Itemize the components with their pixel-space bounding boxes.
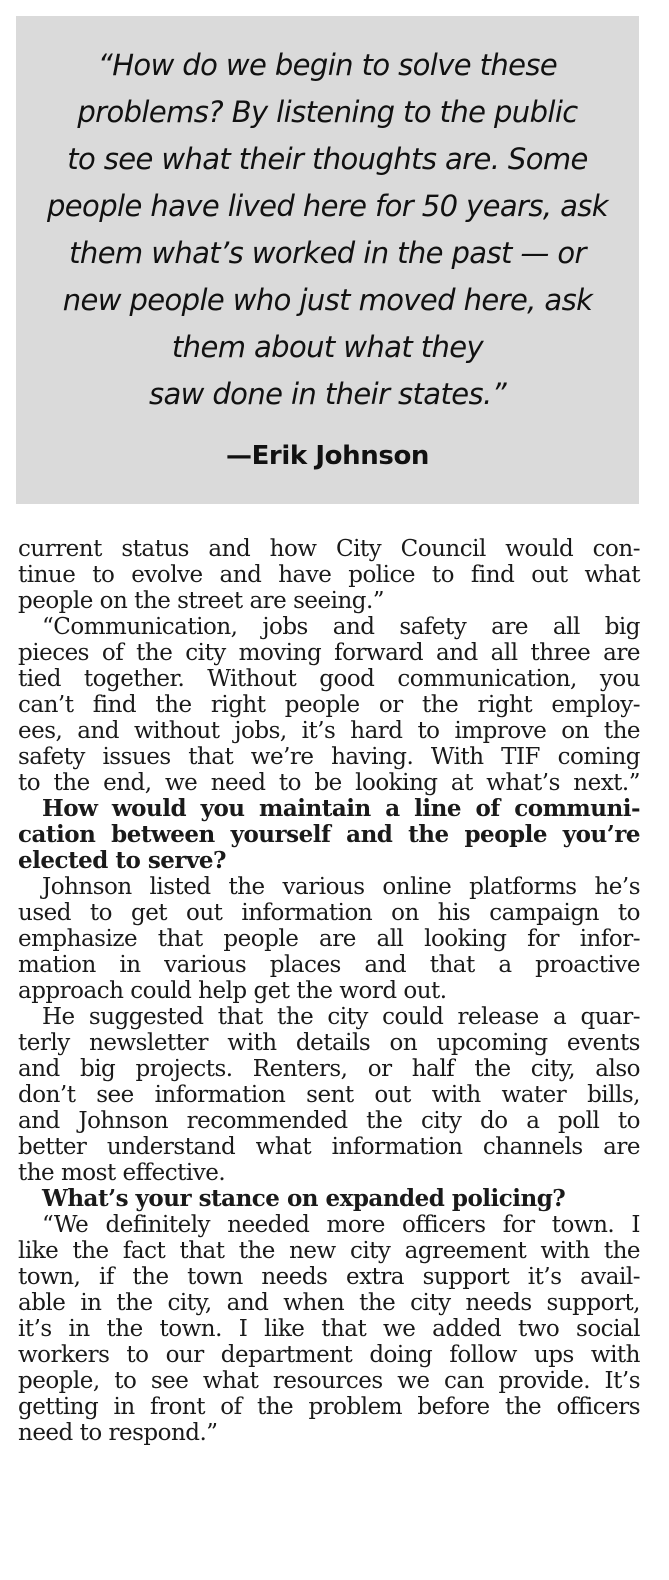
- body-line: don’t see information sent out with water bills,: [18, 1082, 640, 1108]
- body-line: it’s in the town. I like that we added two social: [18, 1316, 640, 1342]
- body-line: can’t find the right people or the right employ-: [18, 692, 640, 718]
- body-line: workers to our department doing follow ups with: [18, 1342, 640, 1368]
- body-line: Johnson listed the various online platforms he’s: [42, 874, 640, 900]
- body-line: He suggested that the city could release a quar-: [42, 1004, 640, 1030]
- body-line: the most effective.: [18, 1160, 226, 1186]
- body-line: people, to see what resources we can provide. It’s: [18, 1368, 640, 1394]
- body-line: “We definitely needed more officers for town. I: [42, 1212, 640, 1238]
- body-line: emphasize that people are all looking for infor-: [18, 926, 640, 952]
- body-line: getting in front of the problem before the officers: [18, 1394, 640, 1420]
- body-line: current status and how City Council would con-: [18, 536, 640, 562]
- pull-quote-line: them what’s worked in the past — or: [69, 236, 586, 270]
- body-line: approach could help get the word out.: [18, 978, 447, 1004]
- pull-quote-box: [16, 16, 639, 504]
- pull-quote-line: saw done in their states.”: [148, 377, 507, 411]
- body-line: tied together. Without good communication, you: [18, 666, 640, 692]
- pull-quote-attribution: —Erik Johnson: [225, 441, 430, 471]
- body-line: safety issues that we’re having. With TIF coming: [18, 744, 640, 770]
- pull-quote-line: to see what their thoughts are. Some: [67, 142, 588, 176]
- pull-quote-line: new people who just moved here, ask: [62, 283, 593, 317]
- body-line: terly newsletter with details on upcoming events: [18, 1030, 640, 1056]
- body-line: people on the street are seeing.”: [18, 588, 385, 614]
- body-line: and Johnson recommended the city do a poll to: [18, 1108, 640, 1134]
- pull-quote-line: “How do we begin to solve these: [97, 48, 558, 82]
- body-line: ees, and without jobs, it’s hard to improve on the: [18, 718, 640, 744]
- body-line: mation in various places and that a proactive: [18, 952, 640, 978]
- body-line: pieces of the city moving forward and all three are: [18, 640, 640, 666]
- pull-quote-line: them about what they: [171, 330, 484, 364]
- body-line: better understand what information channels are: [18, 1134, 640, 1160]
- pull-quote-line: problems? By listening to the public: [77, 95, 578, 129]
- body-line: used to get out information on his campaign to: [18, 900, 640, 926]
- body-line: able in the city, and when the city needs support,: [18, 1290, 640, 1316]
- body-line: tinue to evolve and have police to find out what: [18, 562, 640, 588]
- question-heading: How would you maintain a line of communi-: [42, 795, 640, 822]
- pull-quote-line: people have lived here for 50 years, ask: [47, 189, 608, 223]
- body-line: to the end, we need to be looking at what’s next.”: [18, 770, 640, 796]
- body-line: “Communication, jobs and safety are all big: [42, 614, 640, 640]
- question-heading: elected to serve?: [18, 847, 227, 874]
- body-line: like the fact that the new city agreement with the: [18, 1238, 640, 1264]
- question-heading: cation between yourself and the people you’re: [18, 821, 640, 848]
- body-line: need to respond.”: [18, 1420, 218, 1446]
- body-line: town, if the town needs extra support it’s avail-: [18, 1264, 640, 1290]
- body-line: and big projects. Renters, or half the city, also: [18, 1056, 640, 1082]
- question-heading: What’s your stance on expanded policing?: [42, 1185, 566, 1212]
- article-body: [18, 536, 640, 1446]
